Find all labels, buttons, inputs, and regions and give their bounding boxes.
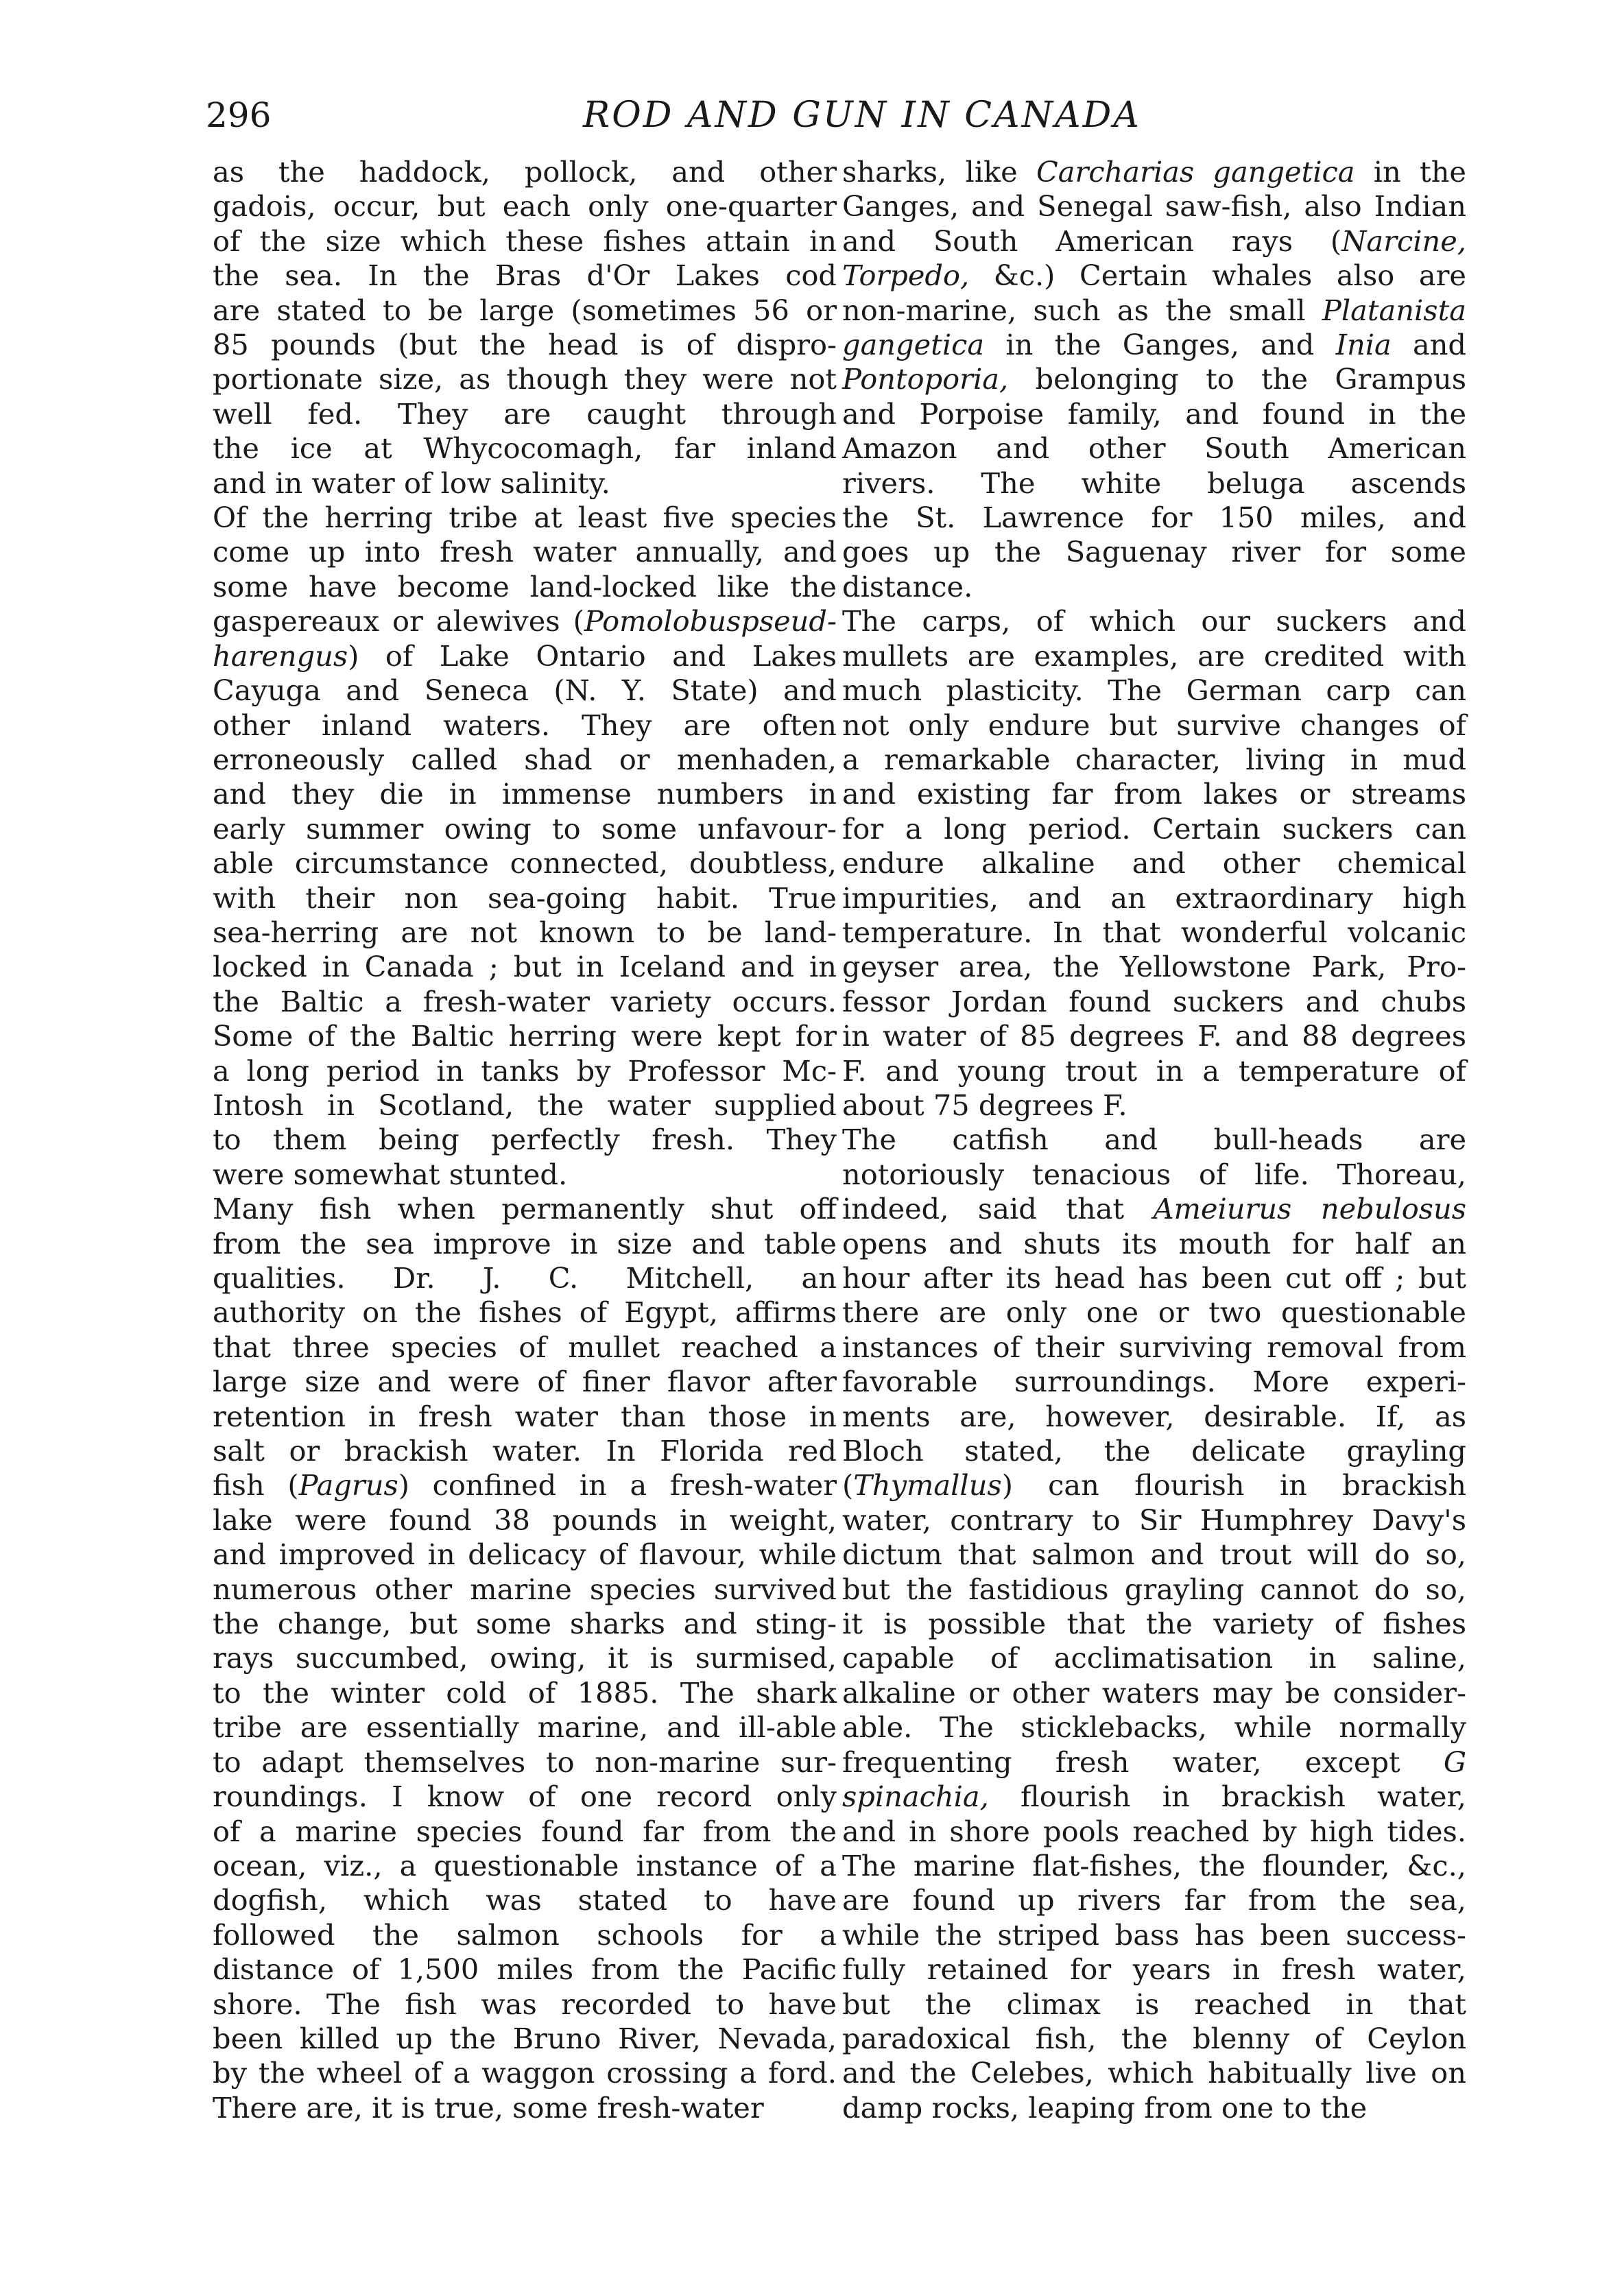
text-run: fish ( <box>213 1468 299 1503</box>
text-run: gadois, occur, but each only one-quarter <box>213 189 837 224</box>
text-run: sharks, like <box>842 155 1036 189</box>
text-line <box>842 1607 1466 1641</box>
text-line <box>213 1538 837 1572</box>
text-line <box>842 2091 1466 2125</box>
text-line <box>213 1434 837 1468</box>
text-line <box>842 1676 1466 1710</box>
text-run: dictum that salmon and trout will do so, <box>842 1538 1466 1572</box>
text-run: Cayuga and Seneca (N. Y. State) and <box>213 673 837 708</box>
text-run: endure alkaline and other chemical <box>842 846 1466 881</box>
text-line <box>213 812 837 846</box>
text-run: much plasticity. The German carp can <box>842 673 1466 708</box>
text-run: mullets are examples, are credited with <box>842 638 1466 673</box>
text-line <box>842 1503 1466 1538</box>
text-run: Ganges, and Senegal saw-fish, also Indian <box>842 189 1466 224</box>
text-run: Some of the Baltic herring were kept for <box>213 1019 837 1053</box>
text-run: able. The sticklebacks, while normally <box>842 1710 1466 1745</box>
text-line <box>213 2091 837 2125</box>
text-line <box>842 1123 1466 1157</box>
text-line <box>842 294 1466 328</box>
text-run: not only endure but survive changes of <box>842 708 1466 742</box>
text-run: the St. Lawrence for 150 miles, and <box>842 501 1466 535</box>
text-run: distance. <box>842 569 973 603</box>
text-line <box>213 1918 837 1952</box>
text-run: to the winter cold of 1885. The shark <box>213 1675 837 1710</box>
text-line <box>213 328 837 362</box>
text-run: erroneously called shad or menhaden, <box>213 742 837 776</box>
text-line <box>213 570 837 604</box>
text-line <box>842 743 1466 777</box>
text-line <box>213 1572 837 1607</box>
text-run: roundings. I know of one record only <box>213 1780 837 1814</box>
text-run: retention in fresh water than those in <box>213 1399 837 1433</box>
text-run: a remarkable character, living in mud <box>842 742 1466 776</box>
text-line <box>213 1710 837 1745</box>
text-line <box>842 1849 1466 1883</box>
text-run: a long period in tanks by Professor Mc- <box>213 1053 837 1088</box>
text-run: and in water of low salinity. <box>213 466 610 500</box>
text-line <box>842 1538 1466 1572</box>
italic-term: G <box>1443 1745 1466 1779</box>
text-run: fully retained for years in fresh water, <box>842 1952 1466 1987</box>
text-line <box>842 708 1466 743</box>
right-column <box>842 155 1466 2125</box>
text-line <box>213 1503 837 1538</box>
text-run: been killed up the Bruno River, Nevada, <box>213 2021 837 2055</box>
text-line <box>842 1227 1466 1261</box>
text-run: and existing far from lakes or streams <box>842 777 1466 811</box>
italic-term: Carcharias gangetica <box>1036 155 1355 189</box>
text-line <box>213 1261 837 1295</box>
text-line <box>842 1780 1466 1814</box>
text-line <box>842 1192 1466 1226</box>
text-run: some have become land-locked like the <box>213 569 837 603</box>
text-run: for a long period. Certain suckers can <box>842 811 1466 846</box>
text-line <box>842 1952 1466 1987</box>
text-line <box>842 328 1466 362</box>
text-run: shore. The fish was recorded to have <box>213 1987 837 2021</box>
text-line <box>213 1641 837 1675</box>
text-line <box>213 1088 837 1123</box>
text-run: to them being perfectly fresh. They <box>213 1123 837 1157</box>
text-run: Of the herring tribe at least five species <box>213 501 837 535</box>
text-line <box>213 466 837 501</box>
text-run: frequenting fresh water, except <box>842 1745 1444 1779</box>
text-line <box>842 950 1466 984</box>
text-line <box>842 155 1466 189</box>
text-line <box>213 1883 837 1917</box>
text-line <box>213 1192 837 1226</box>
text-run: tribe are essentially marine, and ill-able <box>213 1710 837 1745</box>
text-run: goes up the Saguenay river for some <box>842 535 1466 569</box>
text-line <box>213 881 837 916</box>
text-line <box>213 1365 837 1399</box>
text-run: rays succumbed, owing, it is surmised, <box>213 1641 837 1675</box>
text-line <box>213 1468 837 1503</box>
text-line <box>842 639 1466 673</box>
italic-term: Torpedo, <box>842 259 970 293</box>
text-line <box>213 535 837 569</box>
text-run: water, contrary to Sir Humphrey Davy's <box>842 1503 1466 1537</box>
text-run: ) can flourish in brackish <box>1001 1468 1466 1503</box>
text-line <box>213 950 837 984</box>
text-line <box>213 604 837 638</box>
left-column <box>213 155 837 2125</box>
text-run: in the Ganges, and <box>984 328 1336 362</box>
text-run: instances of their surviving removal from <box>842 1330 1466 1364</box>
page-header <box>206 95 1440 150</box>
text-run: opens and shuts its mouth for half an <box>842 1226 1466 1260</box>
text-run: Bloch stated, the delicate grayling <box>842 1434 1466 1468</box>
text-run: are stated to be large (sometimes 56 or <box>213 293 837 327</box>
text-run: but the fastidious grayling cannot do so, <box>842 1572 1466 1606</box>
text-run: rivers. The white beluga ascends <box>842 466 1466 500</box>
paragraph <box>842 1123 1466 2125</box>
text-run: about 75 degrees F. <box>842 1088 1127 1122</box>
text-line <box>213 985 837 1019</box>
text-line <box>213 1676 837 1710</box>
text-run: Amazon and other South American <box>842 431 1466 466</box>
text-run: notoriously tenacious of life. Thoreau, <box>842 1157 1466 1191</box>
text-line <box>213 1054 837 1088</box>
text-line <box>213 1952 837 1987</box>
text-line <box>213 1849 837 1883</box>
text-line <box>842 259 1466 293</box>
text-line <box>213 155 837 189</box>
text-run: numerous other marine species survived <box>213 1572 837 1606</box>
text-run: sea-herring are not known to be land- <box>213 915 837 949</box>
text-run: with their non sea-going habit. True <box>213 881 837 915</box>
text-line <box>842 1987 1466 2022</box>
text-run: that three species of mullet reached a <box>213 1330 837 1364</box>
text-run: The carps, of which our suckers and <box>842 604 1466 638</box>
text-run: in water of 85 degrees F. and 88 degrees <box>842 1019 1466 1053</box>
text-run: qualities. Dr. J. C. Mitchell, an <box>213 1261 837 1295</box>
paragraph <box>213 1192 837 2125</box>
italic-term: Ameiurus nebulosus <box>1153 1192 1466 1226</box>
text-line <box>842 1019 1466 1053</box>
text-run: and <box>1391 328 1466 362</box>
text-line <box>213 431 837 466</box>
text-run: fessor Jordan found suckers and chubs <box>842 984 1466 1018</box>
paragraph <box>213 501 837 1192</box>
text-run: dogfish, which was stated to have <box>213 1883 837 1917</box>
text-line <box>842 1468 1466 1503</box>
text-run: salt or brackish water. In Florida red <box>213 1434 837 1468</box>
text-line <box>842 466 1466 501</box>
text-line <box>842 1815 1466 1849</box>
text-line <box>842 916 1466 950</box>
text-run: as the haddock, pollock, and other <box>213 155 837 189</box>
text-run: of a marine species found far from the <box>213 1814 837 1848</box>
text-line <box>842 224 1466 259</box>
text-run: early summer owing to some unfavour- <box>213 811 837 846</box>
text-run: the sea. In the Bras d'Or Lakes cod <box>213 259 837 293</box>
text-line <box>213 259 837 293</box>
paragraph <box>842 604 1466 1123</box>
text-line <box>213 1158 837 1192</box>
text-run: ) of Lake Ontario and Lakes <box>348 638 837 673</box>
text-line <box>842 1330 1466 1365</box>
text-run: in the <box>1355 155 1466 189</box>
text-line <box>842 1088 1466 1123</box>
text-line <box>842 1261 1466 1295</box>
italic-term: Pagrus <box>298 1468 398 1503</box>
text-line <box>213 362 837 396</box>
text-run: portionate size, as though they were not <box>213 362 837 396</box>
text-line <box>213 2022 837 2056</box>
text-run: ) confined in a fresh-water <box>398 1468 837 1503</box>
text-run: paradoxical fish, the blenny of Ceylon <box>842 2021 1466 2055</box>
text-line <box>842 1434 1466 1468</box>
text-line <box>213 743 837 777</box>
text-line <box>842 1883 1466 1917</box>
text-run: &c.) Certain whales also are <box>969 259 1466 293</box>
text-run: the change, but some sharks and sting- <box>213 1607 837 1641</box>
text-run: and improved in delicacy of flavour, while <box>213 1538 837 1572</box>
text-run: there are only one or two questionable <box>842 1295 1466 1330</box>
text-line <box>842 777 1466 811</box>
text-run: locked in Canada ; but in Iceland and in <box>213 950 837 984</box>
italic-term: Platanista <box>1322 293 1466 327</box>
text-run: and the Celebes, which habitually live on <box>842 2056 1466 2090</box>
text-line <box>213 1295 837 1330</box>
text-line <box>842 431 1466 466</box>
text-line <box>213 1607 837 1641</box>
italic-term: Pomolobuspseud- <box>584 604 837 638</box>
text-run: alkaline or other waters may be consider- <box>842 1675 1466 1710</box>
text-line <box>842 1710 1466 1745</box>
text-run: Intosh in Scotland, the water supplied <box>213 1088 837 1122</box>
text-line <box>213 1227 837 1261</box>
italic-term: gangetica <box>842 328 985 362</box>
text-run: belonging to the Grampus <box>1008 362 1466 396</box>
text-run: but the climax is reached in that <box>842 1987 1466 2021</box>
text-line <box>842 570 1466 604</box>
text-line <box>842 881 1466 916</box>
text-run: and Porpoise family, and found in the <box>842 396 1466 431</box>
text-line <box>213 189 837 224</box>
text-run: The catfish and bull-heads are <box>842 1123 1466 1157</box>
text-run: well fed. They are caught through <box>213 396 837 431</box>
text-line <box>213 1123 837 1157</box>
text-line <box>842 673 1466 708</box>
text-line <box>842 1918 1466 1952</box>
text-line <box>213 501 837 535</box>
text-run: and in shore pools reached by high tides. <box>842 1814 1466 1848</box>
page-number: 296 <box>206 95 272 135</box>
text-line <box>213 1019 837 1053</box>
text-run: other inland waters. They are often <box>213 708 837 742</box>
italic-term: Pontoporia, <box>842 362 1009 396</box>
text-run: it is possible that the variety of fishes <box>842 1607 1466 1641</box>
text-line <box>213 1330 837 1365</box>
text-run: lake were found 38 pounds in weight, <box>213 1503 837 1537</box>
text-run: temperature. In that wonderful volcanic <box>842 915 1466 949</box>
text-run: by the wheel of a waggon crossing a ford. <box>213 2056 837 2090</box>
text-line <box>213 294 837 328</box>
italic-term: Inia <box>1335 328 1392 362</box>
text-line <box>842 1400 1466 1434</box>
text-line <box>213 397 837 431</box>
text-line <box>842 1641 1466 1675</box>
text-line <box>842 1365 1466 1399</box>
text-run: the Baltic a fresh-water variety occurs. <box>213 984 837 1018</box>
text-run: come up into fresh water annually, and <box>213 535 837 569</box>
text-run: distance of 1,500 miles from the Pacific <box>213 1952 837 1987</box>
text-run: hour after its head has been cut off ; but <box>842 1261 1466 1295</box>
text-run: were somewhat stunted. <box>213 1157 568 1191</box>
text-line <box>842 846 1466 881</box>
text-line <box>842 1745 1466 1780</box>
text-line <box>842 397 1466 431</box>
text-line <box>842 1572 1466 1607</box>
text-run: There are, it is true, some fresh-water <box>213 2090 764 2125</box>
text-run: the ice at Whycocomagh, far inland <box>213 431 837 466</box>
text-run: F. and young trout in a temperature of <box>842 1053 1466 1088</box>
text-run: followed the salmon schools for a <box>213 1917 837 1952</box>
text-run: capable of acclimatisation in saline, <box>842 1641 1466 1675</box>
text-line <box>842 1295 1466 1330</box>
text-line <box>213 673 837 708</box>
italic-term: Narcine, <box>1341 224 1466 258</box>
italic-term: harengus <box>213 638 348 673</box>
text-run: able circumstance connected, doubtless, <box>213 846 837 881</box>
text-line <box>213 639 837 673</box>
text-line <box>213 777 837 811</box>
text-run: to adapt themselves to non-marine sur- <box>213 1745 837 1779</box>
text-line <box>842 1158 1466 1192</box>
text-line <box>842 2022 1466 2056</box>
text-run: indeed, said that <box>842 1192 1154 1226</box>
text-run: of the size which these fishes attain in <box>213 224 837 258</box>
text-run: are found up rivers far from the sea, <box>842 1883 1466 1917</box>
text-run: non-marine, such as the small <box>842 293 1322 327</box>
text-run: 85 pounds (but the head is of dispro- <box>213 328 837 362</box>
text-run: gaspereaux or alewives ( <box>213 604 584 638</box>
text-run: impurities, and an extraordinary high <box>842 881 1466 915</box>
text-line <box>213 2056 837 2090</box>
text-line <box>842 189 1466 224</box>
text-line <box>213 1815 837 1849</box>
text-line <box>213 1987 837 2022</box>
text-run: ments are, however, desirable. If, as <box>842 1399 1466 1433</box>
text-run: large size and were of finer flavor after <box>213 1365 837 1399</box>
text-run: The marine flat-fishes, the flounder, &c., <box>842 1848 1466 1882</box>
paragraph <box>213 155 837 501</box>
text-line <box>842 812 1466 846</box>
text-line <box>842 2056 1466 2090</box>
text-line <box>213 846 837 881</box>
text-line <box>842 535 1466 569</box>
text-run: while the striped bass has been success- <box>842 1917 1466 1952</box>
text-run: Many fish when permanently shut off <box>213 1192 837 1226</box>
text-run: ( <box>842 1468 854 1503</box>
text-run: ocean, viz., a questionable instance of a <box>213 1848 837 1882</box>
italic-term: spinachia, <box>842 1780 989 1814</box>
text-run: authority on the fishes of Egypt, affirms <box>213 1295 837 1330</box>
text-line <box>213 1780 837 1814</box>
text-run: from the sea improve in size and table <box>213 1226 837 1260</box>
text-run: damp rocks, leaping from one to the <box>842 2090 1368 2125</box>
text-run: and they die in immense numbers in <box>213 777 837 811</box>
text-line <box>213 708 837 743</box>
text-run: favorable surroundings. More experi- <box>842 1365 1466 1399</box>
text-run: flourish in brackish water, <box>988 1780 1466 1814</box>
text-line <box>842 501 1466 535</box>
text-line <box>213 224 837 259</box>
text-line <box>213 1745 837 1780</box>
paragraph <box>842 155 1466 604</box>
text-line <box>842 985 1466 1019</box>
text-run: geyser area, the Yellowstone Park, Pro- <box>842 950 1466 984</box>
italic-term: Thymallus <box>853 1468 1002 1503</box>
text-run: and South American rays ( <box>842 224 1342 258</box>
text-line <box>842 362 1466 396</box>
text-line <box>213 1400 837 1434</box>
text-line <box>213 916 837 950</box>
text-line <box>842 1054 1466 1088</box>
text-line <box>842 604 1466 638</box>
running-title: ROD AND GUN IN CANADA <box>583 95 1141 136</box>
